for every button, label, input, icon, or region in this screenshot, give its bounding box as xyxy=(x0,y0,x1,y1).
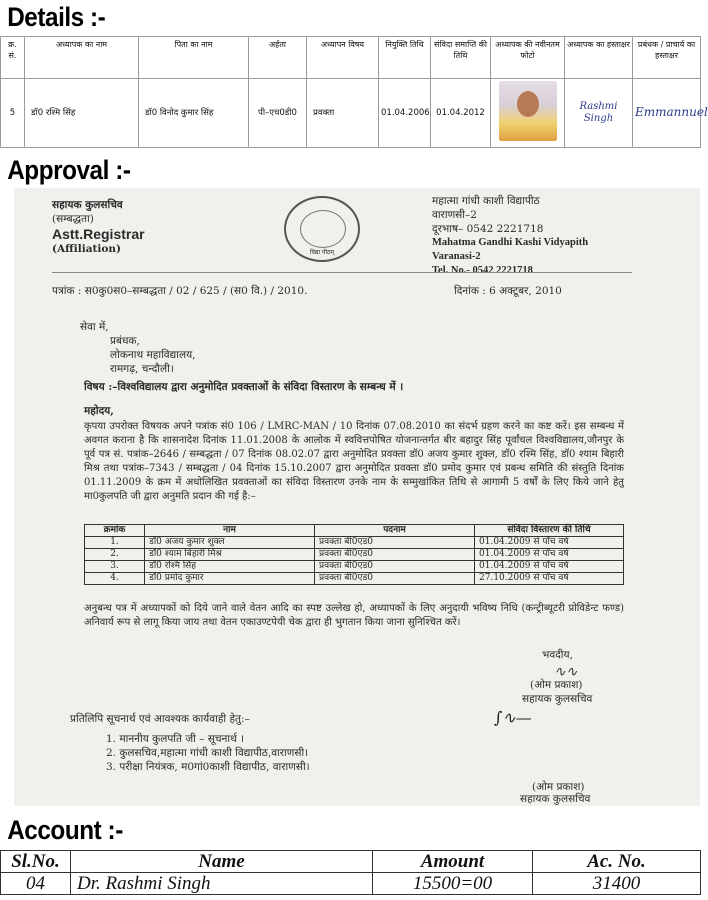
cell-qualification: पी–एच0डी0 xyxy=(249,79,307,148)
table-row xyxy=(85,573,624,585)
right-line-6: Tel. No.- 0542 2221718 xyxy=(432,265,533,276)
acc-cell-amount: 15500=00 xyxy=(373,873,533,895)
cell-subject: प्रवक्ता xyxy=(307,79,379,148)
left-title-2: (सम्बद्धता) xyxy=(52,213,94,225)
acc-col-acno: Ac. No. xyxy=(533,851,701,873)
ext-cell: 3. xyxy=(85,561,145,573)
ext-cell: डॉ0 प्रमोद कुमार xyxy=(145,573,315,585)
col-photo: अध्यापक की नवीनतम फोटो xyxy=(491,37,565,79)
acc-col-amount: Amount xyxy=(373,851,533,873)
cell-appointment: 01.04.2006 xyxy=(379,79,431,148)
teacher-photo xyxy=(499,81,557,141)
table-row xyxy=(1,873,701,895)
ext-col-date: संविदा विस्तारण की तिथि xyxy=(475,525,624,537)
manager-signature: Emmannuel xyxy=(635,104,708,119)
col-father: पिता का नाम xyxy=(139,37,249,79)
signer-1: (ओम प्रकाश) xyxy=(530,679,583,691)
ext-cell: प्रवक्ता बी0एड0 xyxy=(315,573,475,585)
to-line-4: रामगढ़, चन्दौली। xyxy=(110,363,174,375)
left-title-4: (Affiliation) xyxy=(52,243,121,255)
acc-col-name: Name xyxy=(71,851,373,873)
to-line-3: लोकनाथ महाविद्यालय, xyxy=(110,349,196,361)
extension-table xyxy=(84,524,624,585)
account-header-row xyxy=(1,851,701,873)
right-line-4: Mahatma Gandhi Kashi Vidyapith xyxy=(432,237,589,248)
approval-heading: Approval :- xyxy=(7,155,131,185)
ext-cell: प्रवक्ता बी0एड0 xyxy=(315,549,475,561)
ext-cell: डॉ0 रश्मि सिंह xyxy=(145,561,315,573)
col-teacher-sign: अध्यापक का हस्ताक्षर xyxy=(565,37,633,79)
cell-manager-sign xyxy=(633,79,708,148)
account-heading: Account :- xyxy=(7,815,123,845)
table-row xyxy=(85,537,624,549)
letter-body-1: कृपया उपरोक्त विषयक अपने पत्रांक सं0 106 / LMRC-MAN / 10 दिनांक 07.08.2010 का संदर्भ ग्रहण करने का कष्ट करें। इस सम्बन्ध में अवगत कराना है कि शासनादेश दिनांक 11.01.2008 के आलोक में स्ववित्तपोषित योजनान्तर्गत बीर बहादुर सिंह पूर्वांचल विश्वविद्यालय,जौनपुर के पूर्व पत्र सं. पत्रांक–2646 / सम्बद्धता / 07 दिनांक 08.02.07 द्वारा अनुमोदित प्रवक्ता डॉ0 अजय कुमार शुक्ल, डॉ0 रश्मि सिंह, डॉ0 श्याम बिहारी मिश्र तथा पत्रांक–7343 / सम्बद्धता / 04 दिनांक 15.10.2007 द्वारा अनुमोदित प्रवक्ता डॉ0 प्रमोद कुमार एवं प्रबन्ध समिति की संस्तुति दिनांक 01.11.2009 के क्रम में अधोलिखित प्रवक्ताओं का संविदा विस्तारण उनके नाम के सम्मुखांकित तिथि से आगामी 5 वर्षों के लिए किये जाने हेतु मा0कुलपति जी द्वारा अनुमति प्रदान की गई है:– xyxy=(84,421,624,502)
letter-subject: विषय :–विश्वविद्यालय द्वारा अनुमोदित प्रवक्ताओं के संविदा विस्तारण के सम्बन्ध में । xyxy=(84,381,404,393)
col-expiry: संविदा समाप्ति की तिथि xyxy=(431,37,491,79)
ext-cell: डॉ0 श्याम बिहारी मिश्र xyxy=(145,549,315,561)
signer-1-title: सहायक कुलसचिव xyxy=(522,693,593,705)
right-line-1: महात्मा गांधी काशी विद्यापीठ xyxy=(432,195,540,207)
col-qualification: अर्हता xyxy=(249,37,307,79)
ext-cell: डॉ0 अजय कुमार शुक्ल xyxy=(145,537,315,549)
col-manager-sign: प्रबंधक / प्राचार्य का हस्ताक्षर xyxy=(633,37,701,79)
cell-sno: 5 xyxy=(1,79,25,148)
ext-col-post: पदनाम xyxy=(315,525,475,537)
letter-body-2: अनुबन्ध पत्र में अध्यापकों को दिये जाने वाले वेतन आदि का स्पष्ट उल्लेख हो, अध्यापकों के लिए अनुदायी भविष्य निधि (कन्ट्रीब्यूटरी प्रोविडेन्ट फण्ड) अनिवार्य रूप से लागू किया जाय तथा वेतन एकाउण्टपेयी चेक द्वारा ही भुगतान किया जाना सुनिश्चित करें। xyxy=(84,603,624,628)
ext-col-sno: क्रमांक xyxy=(85,525,145,537)
cell-expiry: 01.04.2012 xyxy=(431,79,491,148)
approval-letter xyxy=(14,188,700,806)
cc-item-2: 2. कुलसचिव,महात्मा गांधी काशी विद्यापीठ,वाराणसी। xyxy=(106,747,309,759)
acc-cell-sno: 04 xyxy=(1,873,71,895)
cc-item-3: 3. परीक्षा नियंत्रक, म0गां0काशी विद्यापीठ, वाराणसी। xyxy=(106,761,310,773)
cc-item-1: 1. माननीय कुलपति जी – सूचनार्थ । xyxy=(106,733,245,745)
cell-name: डॉ0 रश्मि सिंह xyxy=(25,79,139,148)
ext-cell: 01.04.2009 से पाँच वर्ष xyxy=(475,549,624,561)
details-header-row xyxy=(1,37,701,79)
ext-cell: 01.04.2009 से पाँच वर्ष xyxy=(475,561,624,573)
salutation: महोदय, xyxy=(84,405,114,417)
table-row xyxy=(85,561,624,573)
letter-header-right xyxy=(432,194,588,278)
ext-cell: 27.10.2009 से पाँच वर्ष xyxy=(475,573,624,585)
col-subject: अध्यापन विषय xyxy=(307,37,379,79)
letter-ref: पत्रांक : स0कु0स0–सम्बद्धता / 02 / 625 / (स0 वि.) / 2010. xyxy=(52,285,308,297)
acc-cell-acno: 31400 xyxy=(533,873,701,895)
ext-cell: 1. xyxy=(85,537,145,549)
closing: भवदीय, xyxy=(542,649,573,661)
ext-cell: प्रवक्ता बी0एड0 xyxy=(315,537,475,549)
letter-header-left xyxy=(52,198,145,256)
table-row xyxy=(85,549,624,561)
right-line-5: Varanasi-2 xyxy=(432,251,481,262)
col-sno: क्र. सं. xyxy=(1,37,25,79)
teacher-signature: Rashmi Singh xyxy=(579,101,618,124)
ext-cell: 4. xyxy=(85,573,145,585)
seal-text: विद्या पीठम् xyxy=(309,249,335,256)
seal-map-icon xyxy=(300,210,346,248)
details-heading: Details :- xyxy=(7,2,106,32)
right-line-2: वाराणसी–2 xyxy=(432,209,477,221)
to-line-1: सेवा में, xyxy=(80,321,109,333)
left-title-3: Astt.Registrar xyxy=(52,226,145,242)
table-row xyxy=(1,79,701,148)
cc-title: प्रतिलिपि सूचनार्थ एवं आवश्यक कार्यवाही हेतु:– xyxy=(70,713,250,725)
signature-1-icon: ∿∿ xyxy=(554,664,578,680)
ext-cell: 2. xyxy=(85,549,145,561)
col-appointment: नियुक्ति तिथि xyxy=(379,37,431,79)
ext-cell: प्रवक्ता बी0एड0 xyxy=(315,561,475,573)
account-table xyxy=(0,850,701,895)
left-title-1: सहायक कुलसचिव xyxy=(52,199,123,211)
ext-cell: 01.04.2009 से पाँच वर्ष xyxy=(475,537,624,549)
extension-header-row xyxy=(85,525,624,537)
letter-date: दिनांक : 6 अक्टूबर, 2010 xyxy=(454,285,562,297)
details-table xyxy=(0,36,708,148)
signer-2-title: सहायक कुलसचिव xyxy=(520,793,591,805)
university-seal xyxy=(284,196,360,262)
acc-cell-name: Dr. Rashmi Singh xyxy=(71,873,373,895)
right-line-3: दूरभाष– 0542 2221718 xyxy=(432,223,544,235)
ext-col-name: नाम xyxy=(145,525,315,537)
cell-teacher-sign xyxy=(565,79,633,148)
header-divider xyxy=(52,272,632,273)
signer-2: (ओम प्रकाश) xyxy=(532,781,585,793)
col-name: अध्यापक का नाम xyxy=(25,37,139,79)
acc-col-sno: Sl.No. xyxy=(1,851,71,873)
cell-father: डॉ0 विनोद कुमार सिंह xyxy=(139,79,249,148)
to-line-2: प्रबंधक, xyxy=(110,335,140,347)
cell-photo xyxy=(491,79,565,148)
signature-2-icon: ∫∿— xyxy=(494,708,532,727)
